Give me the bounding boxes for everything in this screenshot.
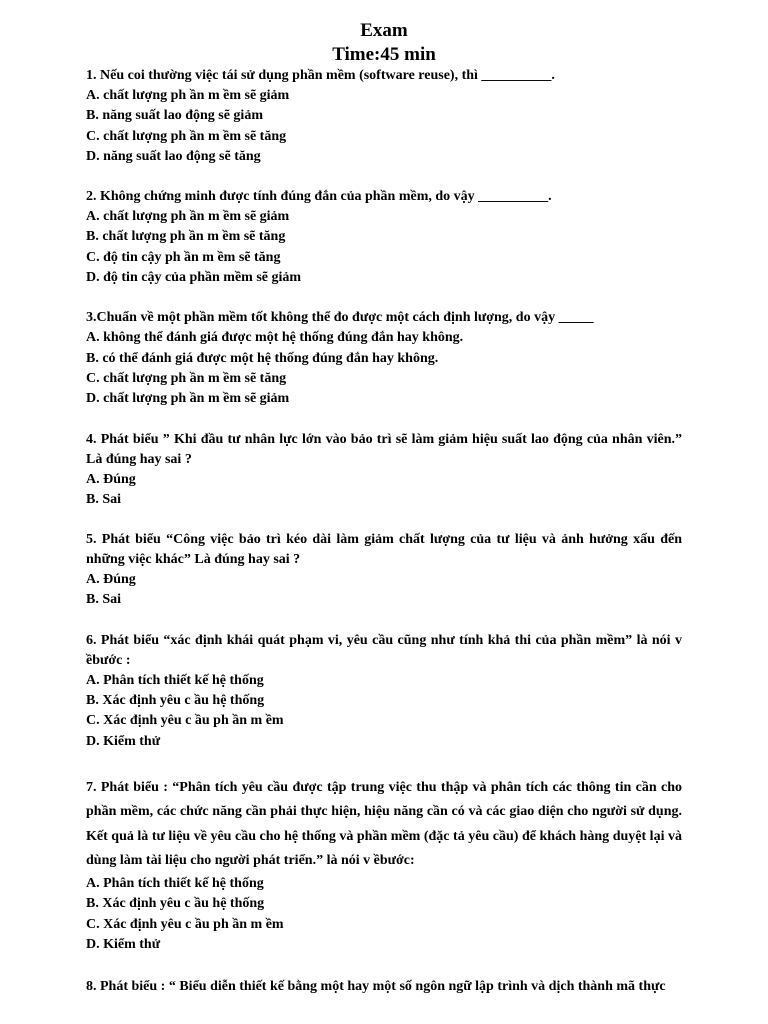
question-7 (86, 776, 682, 955)
answer-option: A. Phân tích thiết kế hệ thống (86, 672, 264, 688)
question-stem: 4. Phát biểu ” Khi đầu tư nhân lực lớn vào bảo trì sẽ làm giảm hiệu suất lao động của nhân viên.” Là đúng hay sai ? (86, 431, 682, 467)
question-5 (86, 530, 682, 611)
answer-option: B. năng suất lao động sẽ giảm (86, 108, 263, 124)
answer-option: D. độ tin cậy của phần mềm sẽ giảm (86, 270, 302, 286)
question-stem: 2. Không chứng minh được tính đúng đắn của phần mềm, do vậy __________. (86, 189, 552, 205)
question-3 (86, 308, 682, 409)
answer-option: C. độ tin cậy ph ần m ềm sẽ tăng (86, 249, 281, 265)
answer-option: A. Đúng (86, 471, 136, 487)
question-stem: 5. Phát biểu “Công việc bảo trì kéo dài làm giảm chất lượng của tư liệu và ảnh hưởng xấu đến những việc khác” Là đúng hay sai ? (86, 532, 682, 568)
question-stem: 1. Nếu coi thường việc tái sử dụng phần mềm (software reuse), thì __________. (86, 68, 555, 83)
exam-time: Time:45 min (332, 44, 436, 65)
question-1 (86, 66, 682, 167)
answer-option: D. Kiểm thử (86, 936, 161, 952)
question-4 (86, 430, 682, 511)
answer-option: A. Phân tích thiết kế hệ thống (86, 875, 264, 891)
exam-title: Exam (360, 20, 408, 41)
answer-option: D. năng suất lao động sẽ tăng (86, 148, 261, 164)
answer-option: D. chất lượng ph ần m ềm sẽ giảm (86, 391, 290, 407)
question-stem: 8. Phát biểu : “ Biểu diễn thiết kế bằng một hay một số ngôn ngữ lập trình và dịch thành mã thực (86, 979, 666, 995)
answer-option: C. Xác định yêu c ầu ph ần m ềm (86, 713, 284, 729)
question-stem: 6. Phát biểu “xác định khái quát phạm vi, yêu cầu cũng như tính khả thi của phần mềm” là nói v ềbước : (86, 632, 682, 668)
answer-option: A. Đúng (86, 572, 136, 588)
answer-option: B. Xác định yêu c ầu hệ thống (86, 693, 265, 709)
answer-option: B. chất lượng ph ần m ềm sẽ tăng (86, 229, 286, 245)
answer-option: B. Sai (86, 491, 122, 507)
answer-option: C. Xác định yêu c ầu ph ần m ềm (86, 916, 284, 932)
answer-option: B. có thể đánh giá được một hệ thống đúng đắn hay không. (86, 350, 439, 366)
answer-option: A. không thể đánh giá được một hệ thống đúng đắn hay không. (86, 330, 464, 346)
answer-option: D. Kiểm thử (86, 733, 161, 749)
answer-option: B. Sai (86, 592, 122, 608)
answer-option: C. chất lượng ph ần m ềm sẽ tăng (86, 370, 287, 386)
question-8 (86, 977, 682, 997)
answer-option: A. chất lượng ph ần m ềm sẽ giảm (86, 209, 290, 225)
answer-option: A. chất lượng ph ần m ềm sẽ giảm (86, 88, 290, 103)
answer-option: C. chất lượng ph ần m ềm sẽ tăng (86, 128, 287, 144)
exam-page (86, 0, 682, 1024)
question-stem: 3.Chuẩn về một phần mềm tốt không thể đo được một cách định lượng, do vậy _____ (86, 310, 594, 326)
question-stem: 7. Phát biểu : “Phân tích yêu cầu được tập trung việc thu thập và phân tích các thông tin cần cho phần mềm, các chức năng cần phải thực hiện, hiệu năng cần có và các giao diện cho người sử dụng. Kết quả là tư liệu về yêu cầu cho hệ thống và phần mềm (đặc tả yêu cầu) để khách hàng duyệt lại và dùng làm tài liệu cho người phát triển.” là nói v ềbước: (86, 779, 682, 869)
answer-option: B. Xác định yêu c ầu hệ thống (86, 896, 265, 912)
question-6 (86, 631, 682, 752)
question-2 (86, 187, 682, 288)
